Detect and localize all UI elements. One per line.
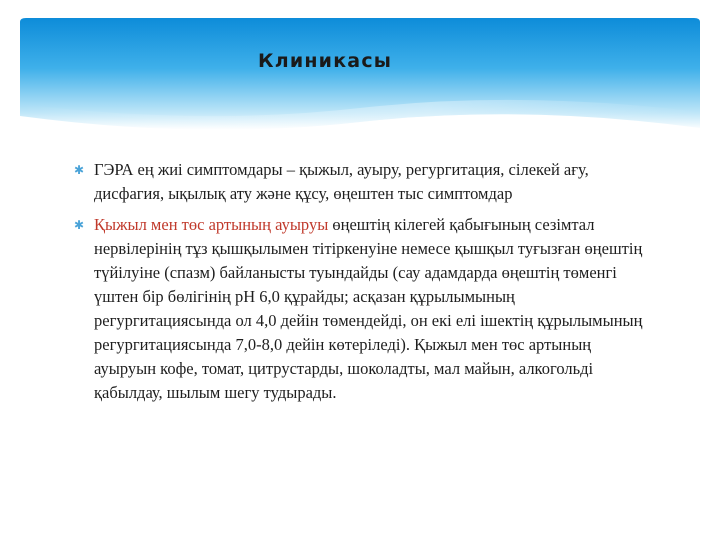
list-item xyxy=(66,158,656,206)
asterisk-bullet-icon: ✱ xyxy=(74,218,85,232)
slide-title: Клиникасы xyxy=(258,50,393,72)
bullet-list xyxy=(66,158,656,412)
bullet-text: өңештің кілегей қабығының сезімтал нервілерінің тұз қышқылымен тітіркенуіне немесе қышқыл туғызған өңештің түйілуіне (спазм) байланысты туындайды (сау адамдарда өңештің төменгі үштен бір бөлігінің pH 6,0 құрайды; асқазан құрылымының регургитациясында ол 4,0 дейін төмендейді, он екі елі ішектің құрылымының регургитациясында 7,0-8,0 дейін көтеріледі). Қыжыл мен төс артының ауыруын кофе, томат, цитрустарды, шоколадты, мал майын, алкогольді қабылдау, шылым шегу тудырады. xyxy=(94,215,643,402)
list-item xyxy=(66,213,656,405)
header-wave-band xyxy=(0,0,720,150)
bullet-highlight: Қыжыл мен төс артының ауыруы xyxy=(94,215,329,234)
bullet-text: ГЭРА ең жиі симптомдары – қыжыл, ауыру, регургитация, сілекей ағу, дисфагия, ықылық ату және құсу, өңештен тыс симптомдар xyxy=(94,160,589,203)
asterisk-bullet-icon: ✱ xyxy=(74,163,85,177)
